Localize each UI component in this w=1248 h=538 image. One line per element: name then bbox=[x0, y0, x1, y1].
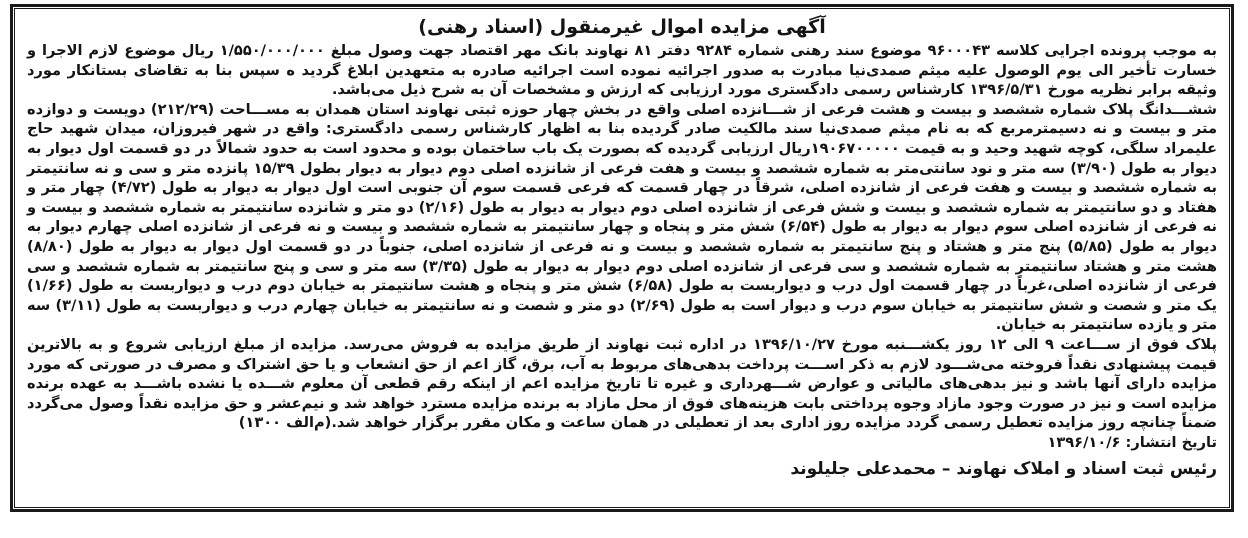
notice-paragraph-auction-terms: پلاک فوق از ســـاعت ۹ الی ۱۲ روز یکشـــنبه مورخ ۱۳۹۶/۱۰/۲۷ در اداره ثبت نهاوند از طریق مزایده به فروش می‌رسد. مزایده از مبلغ ارزیابی شروع و به بالاترین قیمت پیشنهادی نقداً فروخته می‌شـــود لازم به ذکر اســـت پرداخت بدهی‌های مربوط به آب، برق، گاز اعم از حق انشعاب و یا حق اشتراک و مصرف در صورتی که مورد مزایده دارای آنها باشد و نیز بدهی‌های مالیاتی و عوارض شـــهرداری و غیره تا تاریخ مزایده اعم از اینکه رقم قطعی آن معلوم شـــده یا نشده باشـــد به عهده برنده مزایده است و نیز در صورت وجود مازاد وجوه پرداختی بابت هزینه‌های فوق از محل مازاد به برنده مزایده مسترد خواهد شد و نیم‌عشر و حق مزایده نقداً وصول می‌گردد ضمناً چنانچه روز مزایده تعطیل رسمی گردد مزایده روز اداری بعد از تعطیلی در همان ساعت و مکان مقرر برگزار خواهد شد.(م‌الف ۱۳۰۰) bbox=[27, 335, 1217, 432]
auction-notice bbox=[10, 4, 1234, 512]
notice-paragraph-case: به موجب پرونده اجرایی کلاسه ۹۶۰۰۰۴۳ موضوع سند رهنی شماره ۹۲۸۴ دفتر ۸۱ نهاوند بانک مهر اقتصاد جهت وصول مبلغ ۱/۵۵۰/۰۰۰/۰۰۰ ریال موضوع لازم الاجرا و خسارت تأخیر الی یوم الوصول علیه میثم صمدی‌نیا مبادرت به صدور اجرائیه نموده است اجرائیه صادره به متعهدین ابلاغ گردید ه سپس بنا به تقاضای بستانکار مورد وثیقه برابر نظریه مورخ ۱۳۹۶/۵/۳۱ کارشناس رسمی دادگستری مورد ارزیابی که ارزش و مشخصات آن به شرح ذیل می‌باشد. bbox=[27, 42, 1218, 99]
notice-title: آگهی مزایده اموال غیرمنقول (اسناد رهنی) bbox=[418, 16, 826, 38]
notice-paragraph-property: ششـــدانگ پلاک شماره ششصد و بیست و هشت فرعی از شـــانزده اصلی واقع در بخش چهار حوزه ثبتی نهاوند استان همدان به مســـاحت (۲۱۲/۲۹) دویست و دوازده متر و بیست و نه دسیمترمربع که به نام میثم صمدی‌نیا سند مالکیت صادر گردیده بنا به اظهار کارشناس رسمی دادگستری: واقع در شهر فیروزان، میدان شهید حاج علیمراد سلگی، کوچه شهید وحید و به قیمت ۱۹۰۶۷۰۰۰۰۰ریال ارزیابی گردیده که بصورت یک باب ساختمان بوده و محدود است به حدود شمالاً در دو قسمت اول دیوار به دیوار به طول (۳/۹۰) سه متر و نود سانتی‌متر به شماره ششصد و بیست و هفت فرعی از شانزده اصلی دوم دیوار به دیوار بطول ۱۵/۳۹ پانزده متر و سی و نه سانتیمتر به شماره ششصد و بیست و هفت فرعی از شانزده اصلی، شرقاً در چهار قسمت که فرعی قسمت سوم آن جنوبی است اول دیوار به دیوار به طول (۴/۷۲) چهار متر و هفتاد و دو سانتیمتر به شماره ششصد و بیست و شش فرعی از شانزده اصلی دوم دیوار به دیوار به طول (۲/۱۶) دو متر و شانزده سانتیمتر به شماره ششصد و بیست و نه فرعی از شانزده اصلی سوم دیوار به دیوار به طول (۶/۵۴) شش متر و پنجاه و چهار سانتیمتر به شماره ششصد و بیست و نه فرعی از شانزده اصلی چهارم دیوار به دیوار به طول (۵/۸۵) پنج متر و هشتاد و پنج سانتیمتر به شماره ششصد و بیست و نه فرعی از شانزده اصلی، جنوباً در دو قسمت اول دیوار به دیوار به طول (۸/۸۰) هشت متر و هشتاد سانتیمتر به شماره ششصد و سی فرعی از شانزده اصلی دوم دیوار به دیوار به طول (۳/۳۵) سه متر و سی و پنج سانتیمتر به شماره ششصد و سی فرعی از شانزده اصلی،غرباً در چهار قسمت اول درب و دیواربست به طول (۶/۵۸) شش متر و پنجاه و هشت سانتیمتر به خیابان دوم درب و دیواربست به طول (۱/۶۶) یک متر و شصت و شش سانتیمتر به خیابان سوم درب و دیوار است به طول (۲/۶۹) دو متر و شصت و نه سانتیمتر به خیابان چهارم درب و دیواربست به طول (۳/۱۱) سه متر و یازده سانتیمتر به خیابان. bbox=[27, 100, 1217, 334]
signature-line: رئیس ثبت اسناد و املاک نهاوند – محمدعلی جلیلوند bbox=[790, 459, 1217, 480]
publish-date: تاریخ انتشار: ۱۳۹۶/۱۰/۶ bbox=[1047, 433, 1217, 451]
